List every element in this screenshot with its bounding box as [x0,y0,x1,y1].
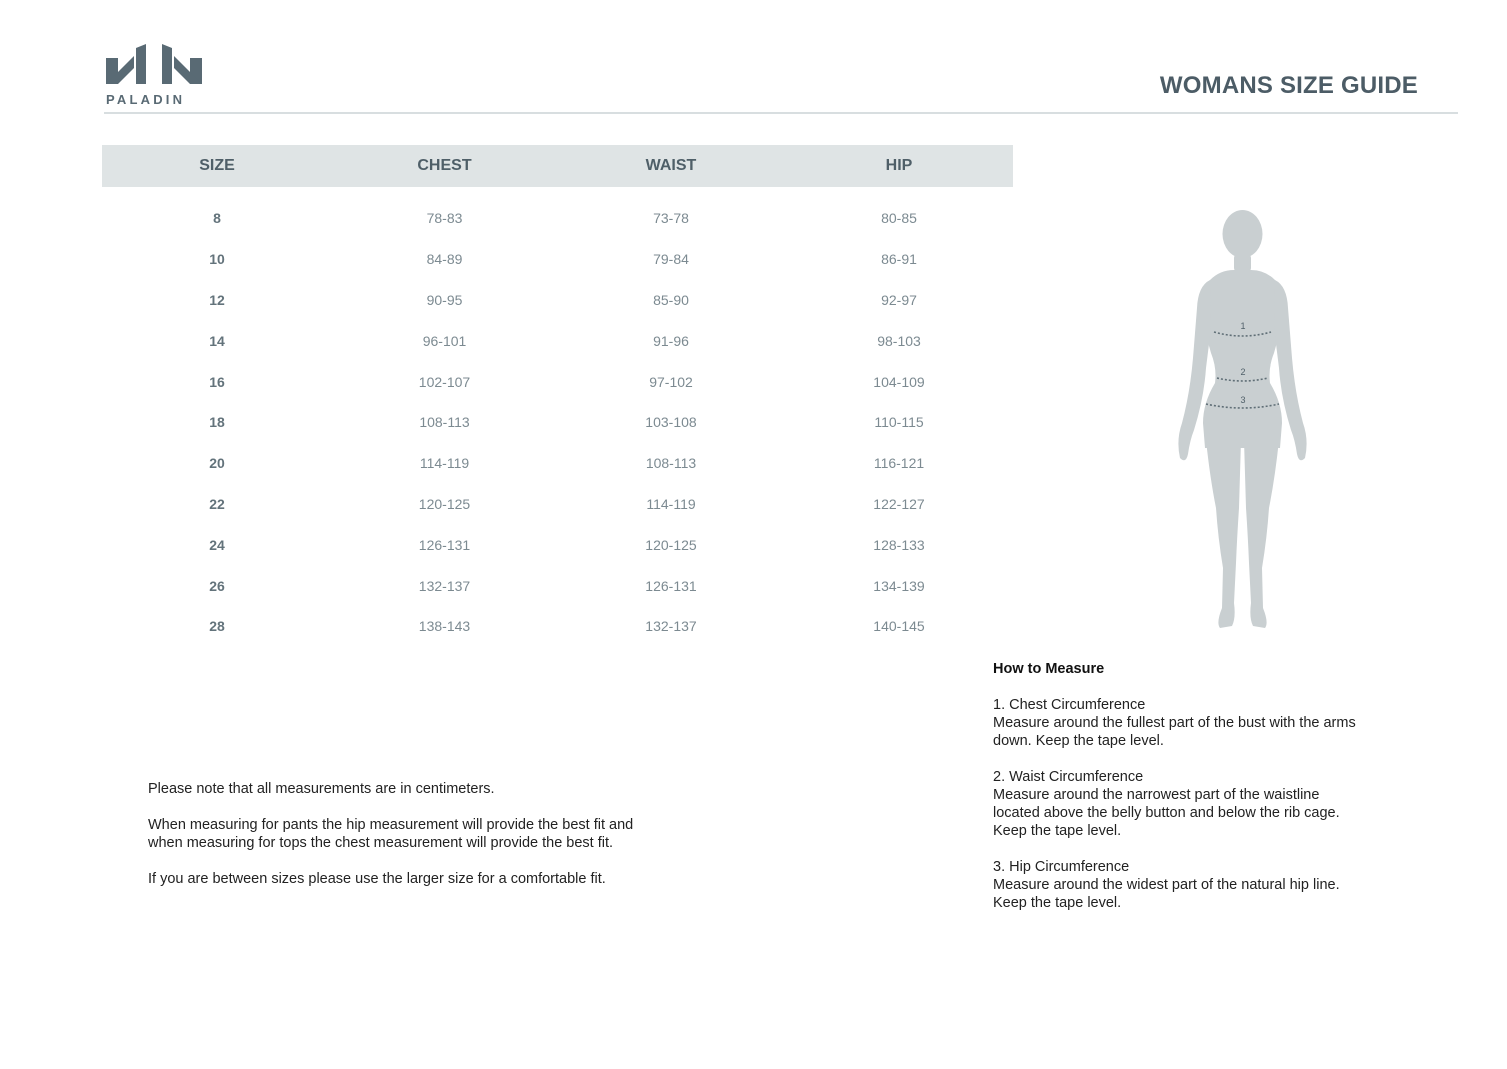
brand-wordmark: PALADIN [106,92,186,107]
size-cell: 16 [209,373,225,390]
chest-cell: 102-107 [418,373,471,390]
header-waist: WAIST [645,157,697,174]
waist-cell: 85-90 [653,291,689,308]
marker-waist: 2 [1240,367,1246,377]
hip-cell: 122-127 [873,495,925,512]
hip-cell: 104-109 [873,373,925,390]
waist-cell: 126-131 [645,577,697,594]
brand-logo [104,44,208,108]
table-row [102,565,1013,606]
table-row [102,361,1013,402]
table-row [102,239,1013,280]
measure-item-hip [993,858,1413,912]
measure-line: Measure around the fullest part of the bust with the arms [993,715,1356,731]
measure-heading: 1. Chest Circumference [993,697,1146,713]
chest-cell: 108-113 [419,414,470,431]
waist-cell: 132-137 [645,618,697,635]
marker-hip: 3 [1240,395,1246,405]
header-hip: HIP [885,157,913,174]
hip-cell: 116-121 [873,455,925,472]
size-cell: 10 [209,251,225,268]
chest-cell: 96-101 [422,332,467,349]
hip-cell: 134-139 [873,577,925,594]
size-cell: 20 [209,455,225,472]
measure-item-chest [993,696,1413,750]
fit-note-line-1: When measuring for pants the hip measurement will provide the best fit and [148,817,634,833]
measure-line: down. Keep the tape level. [993,733,1164,749]
body-measurement-figure [1170,208,1315,633]
table-row [102,484,1013,525]
chest-cell: 120-125 [418,495,471,512]
how-to-measure [993,660,1413,930]
waist-cell: 79-84 [653,251,689,268]
size-notes [148,780,708,906]
hip-cell: 110-115 [874,414,924,431]
waist-cell: 103-108 [645,414,697,431]
size-table [102,145,1013,647]
waist-cell: 91-96 [653,332,689,349]
chest-cell: 114-119 [419,455,470,472]
female-silhouette-icon [1170,208,1315,633]
hip-cell: 128-133 [873,536,925,553]
table-row [102,524,1013,565]
header-size: SIZE [199,157,235,174]
how-to-measure-title: How to Measure [993,661,1105,677]
chest-cell: 84-89 [426,251,463,268]
table-header-row [102,145,1013,187]
measure-heading: 3. Hip Circumference [993,859,1130,875]
chest-cell: 78-83 [426,210,463,227]
waist-cell: 120-125 [645,536,697,553]
marker-chest: 1 [1240,321,1246,331]
waist-cell: 108-113 [645,455,697,472]
table-row [102,280,1013,321]
size-cell: 22 [209,495,225,512]
table-row [102,443,1013,484]
chest-cell: 132-137 [418,577,471,594]
between-sizes-note: If you are between sizes please use the larger size for a comfortable fit. [148,871,606,887]
title-divider [104,112,1458,114]
table-body [102,187,1013,647]
measure-item-waist [993,768,1413,840]
chest-cell: 126-131 [418,536,471,553]
table-row [102,320,1013,361]
table-row [102,402,1013,443]
chest-cell: 138-143 [418,618,471,635]
size-cell: 28 [209,618,225,635]
waist-cell: 73-78 [653,210,689,227]
size-cell: 26 [209,577,225,594]
hip-cell: 140-145 [873,618,925,635]
hip-cell: 92-97 [881,291,917,308]
table-row [102,198,1013,239]
measure-heading: 2. Waist Circumference [993,769,1144,785]
table-row [102,606,1013,647]
size-cell: 24 [209,536,225,553]
waist-cell: 114-119 [646,495,696,512]
chest-cell: 90-95 [426,291,463,308]
fit-note [148,816,708,852]
measure-line: Measure around the narrowest part of the waistline [993,787,1320,803]
hip-cell: 86-91 [881,251,917,268]
size-cell: 18 [209,414,225,431]
hip-cell: 80-85 [881,210,917,227]
units-note: Please note that all measurements are in centimeters. [148,781,495,797]
measure-line: Keep the tape level. [993,823,1122,839]
measure-line: Measure around the widest part of the natural hip line. [993,877,1340,893]
measure-line: located above the belly button and below the rib cage. [993,805,1340,821]
size-cell: 12 [209,291,225,308]
size-cell: 8 [213,210,221,227]
paladin-logo-mark-icon [104,44,208,92]
hip-cell: 98-103 [877,332,921,349]
header-chest: CHEST [417,157,472,174]
page-title: WOMANS SIZE GUIDE [1159,72,1418,99]
measure-line: Keep the tape level. [993,895,1122,911]
size-cell: 14 [209,332,225,349]
waist-cell: 97-102 [649,373,693,390]
fit-note-line-2: when measuring for tops the chest measurement will provide the best fit. [148,835,614,851]
